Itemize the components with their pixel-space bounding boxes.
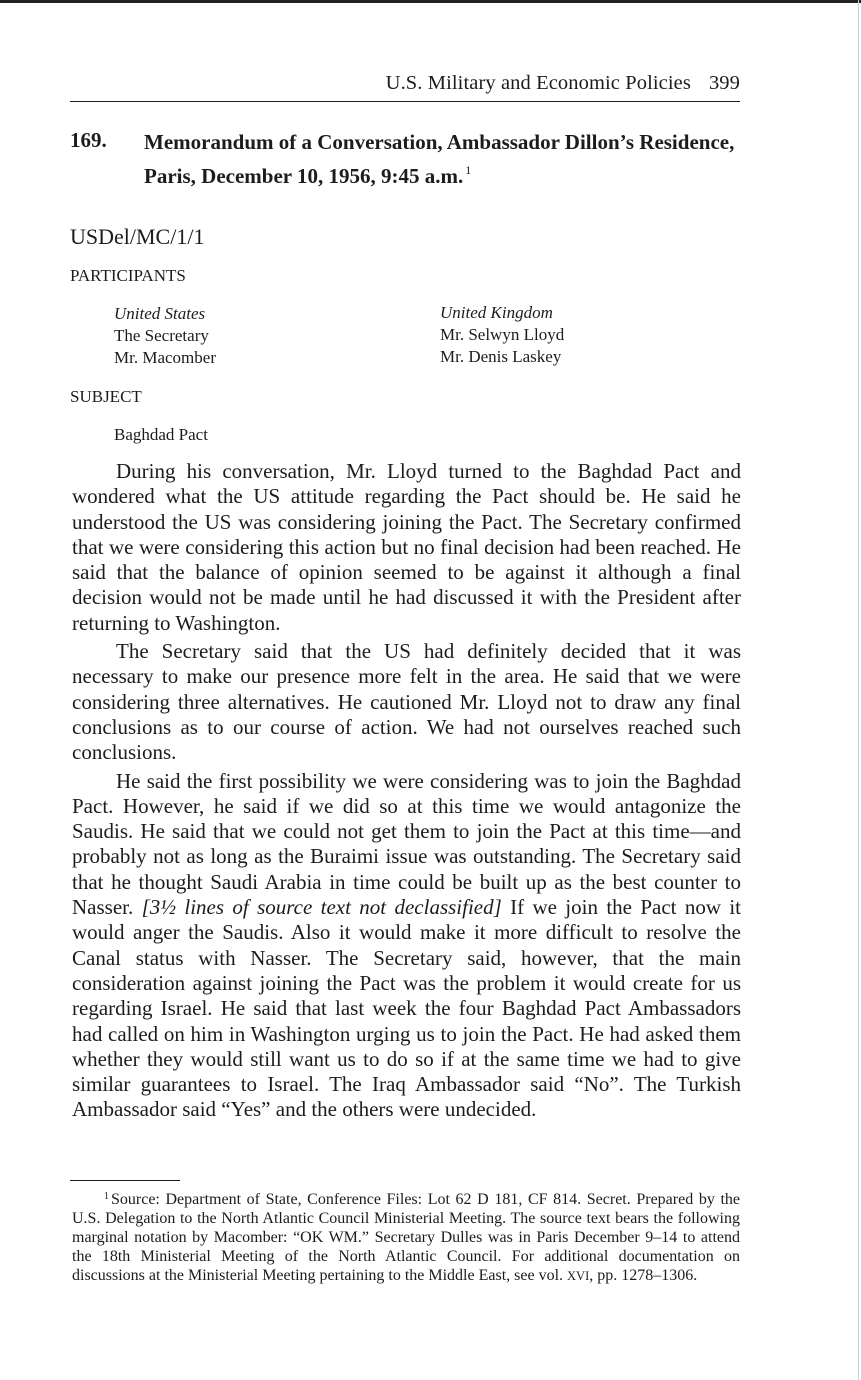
footnote-text: Source: Department of State, Conference Files: Lot 62 D 181, CF 814. Secret. Prepared by the U.S. Delegation to the North Atlantic Council Ministerial Meeting. The source text bears the following marginal notation by Macomber: “OK WM.” Secretary Dulles was in Paris December 9–14 to attend the 18th Ministerial Meeting of the North Atlantic Council. For additional documentation on discussions at the Ministerial Meeting pertaining to the Middle East, see vol. [72, 1191, 740, 1284]
participant-name: Mr. Macomber [114, 348, 216, 367]
paragraph [72, 769, 741, 1123]
document-number: 169. [70, 128, 107, 152]
running-head [70, 72, 740, 95]
participants-country-uk: United Kingdom [440, 303, 553, 322]
footnote [72, 1187, 740, 1286]
participant-name: Mr. Denis Laskey [440, 347, 562, 366]
paragraph-text: If we join the Pact now it would anger the Saudis. Also it would make it more difficult to resolve the Canal status with Nasser. The Secretary said, however, that the main consideration against joining the Pact was the problem it would create for us regarding Israel. He said that last week the four Baghdad Pact Ambassadors had called on him in Washington urging us to join the Pact. He had asked them whether they would still want us to do so if at the same time we had to give similar guarantees to Israel. The Iraq Ambassador said “No”. The Turkish Ambassador said “Yes” and the others were undecided. [72, 895, 742, 1122]
paragraph: During his conversation, Mr. Lloyd turned to the Baghdad Pact and wondered what the US attitude regarding the Pact should be. He said he understood the US was considering joining the Pact. The Secretary confirmed that we were considering this action but no final decision had been reached. He said that the balance of opinion seemed to be against it although a final decision would not be made until he had discussed it with the President after returning to Washington. [72, 459, 741, 635]
document-title [144, 128, 744, 190]
subject-label: SUBJECT [70, 387, 142, 406]
running-head-title: U.S. Military and Economic Policies [385, 72, 691, 94]
participant-name: The Secretary [114, 326, 209, 345]
title-footnote-marker: 1 [465, 163, 472, 177]
scan-top-edge [0, 0, 861, 3]
participants-united-kingdom [440, 302, 564, 368]
footnote-rule [70, 1180, 180, 1181]
participants-united-states [114, 303, 216, 369]
participants-country-us: United States [114, 304, 206, 323]
document-title-text: Memorandum of a Conversation, Ambassador Dillon’s Residence, Paris, December 10, 1956, 9:45 a.m. [144, 130, 735, 188]
editorial-note: [3½ lines of source text not declassified] [141, 895, 502, 920]
running-head-rule [70, 101, 740, 102]
footnote-marker: 1 [104, 1191, 109, 1202]
scan-right-edge [858, 0, 859, 1380]
page-number: 399 [708, 72, 740, 94]
participants-label: PARTICIPANTS [70, 266, 186, 285]
footnote-pages: , pp. 1278–1306. [589, 1267, 698, 1284]
document-id: USDel/MC/1/1 [70, 224, 205, 249]
participant-name: Mr. Selwyn Lloyd [440, 325, 565, 344]
memo-body [72, 459, 741, 1123]
subject-text: Baghdad Pact [114, 425, 208, 444]
paragraph-text: He said the first possibility we were considering was to join the Baghdad Pact. However, he said if we did so at this time we would antagonize the Saudis. He said that we could not get them to join the Pact at this time—and probably not as long as the Buraimi issue was outstanding. The Secretary said that he thought Saudi Arabia in time could be built up as the best counter to Nasser. [72, 768, 741, 920]
paragraph: The Secretary said that the US had definitely decided that it was necessary to make our presence more felt in the area. He said that we were considering three alternatives. He cautioned Mr. Lloyd not to draw any final conclusions as to our course of action. We had not ourselves reached such conclusions. [72, 639, 741, 765]
footnote-volume: XVI [567, 1269, 590, 1283]
